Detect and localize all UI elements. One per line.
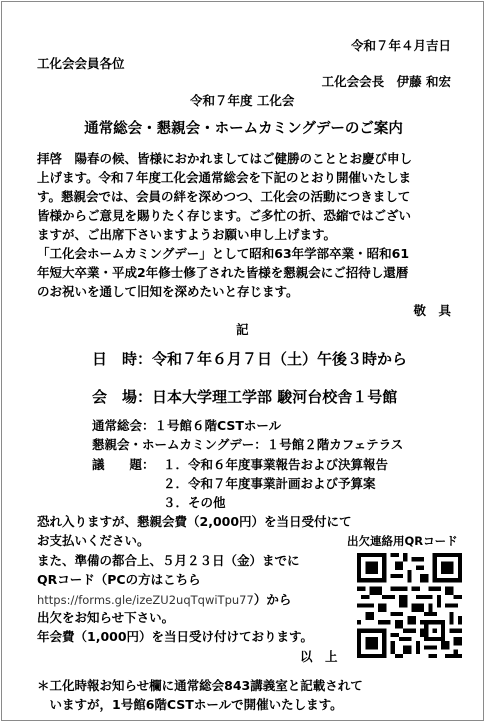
issue-date: 令和７年４月吉日 (350, 38, 451, 53)
detail-general-meeting: 通常総会：１号館６階CSTホール (92, 418, 282, 433)
form-link[interactable]: https://forms.gle/izeZU2uqTqwiTpu77 (37, 593, 254, 607)
qr-code-image[interactable] (357, 553, 462, 658)
event-venue: 会 場：日本大学理工学部 駿河台校舎１号館 (92, 388, 398, 406)
fee-line: 恐れ入りますが、懇親会費（2,000円）を当日受付にて (37, 514, 352, 529)
body-line: ますが、ご出席下さいますようお願い申し上げます。 (37, 227, 337, 242)
footnote-line: ＊工化時報お知らせ欄に通常総会843講義室と記載されて (37, 678, 363, 693)
body-line: 上げます。令和７年度工化会通常総会を下記のとおり開催いたしま (37, 170, 412, 185)
addressee: 工化会会員各位 (37, 56, 125, 71)
org-line: 令和７年度 工化会 (190, 93, 295, 108)
agenda-item: ２．令和７年度事業計画および予算案 (163, 476, 376, 491)
ki-heading: 記 (236, 322, 249, 337)
body-line: 皆様からご意見を賜りたく存じます。ご多忙の折、恐縮ではござい (37, 208, 412, 223)
qr-label: 出欠連絡用QRコード (347, 534, 458, 548)
keigu: 敬 具 (413, 303, 451, 318)
body-line: 年短大卒業・平成2年修士修了された皆様を懇親会にご招待し還暦 (37, 265, 409, 280)
body-line: 拝啓 陽春の候、皆様におかれましてはご健勝のこととお慶び申し (37, 151, 413, 166)
url-suffix: ）から (253, 592, 292, 607)
sender: 工化会会長 伊藤 和宏 (321, 74, 451, 89)
footnote-line: いますが，1号館6階CSTホールで開催いたします。 (37, 697, 343, 712)
body-line: す。懇親会では、会員の絆を深めつつ、工化会の活動につきまして (37, 189, 411, 204)
agenda-item: １．令和６年度事業報告および決算報告 (163, 457, 389, 472)
body-line: のお祝いを通して旧知を深めたいと存じます。 (37, 284, 299, 299)
fee-line: QRコード（PCの方はこちら (37, 572, 201, 587)
body-line: 「工化会ホームカミングデー」として昭和63年学部卒業・昭和61 (37, 246, 410, 261)
notice-line: 出欠をお知らせ下さい。 (37, 610, 175, 625)
detail-reception: 懇親会・ホームカミングデー：１号館２階カフェテラス (92, 437, 404, 452)
url-line (37, 591, 291, 608)
fee-line: お支払いください。 (37, 533, 150, 548)
agenda-item: ３．その他 (163, 495, 226, 510)
document-title: 通常総会・懇親会・ホームカミングデーのご案内 (84, 121, 403, 137)
event-datetime: 日 時：令和７年６月７日（土）午後３時から (92, 350, 408, 368)
agenda-label: 議 題： (92, 457, 155, 472)
ijo: 以 上 (300, 649, 338, 664)
notice-line: 年会費（1,000円）を当日受け付けております。 (37, 629, 314, 644)
fee-line: また、準備の都合上、５月２３日（金）までに (37, 553, 300, 568)
